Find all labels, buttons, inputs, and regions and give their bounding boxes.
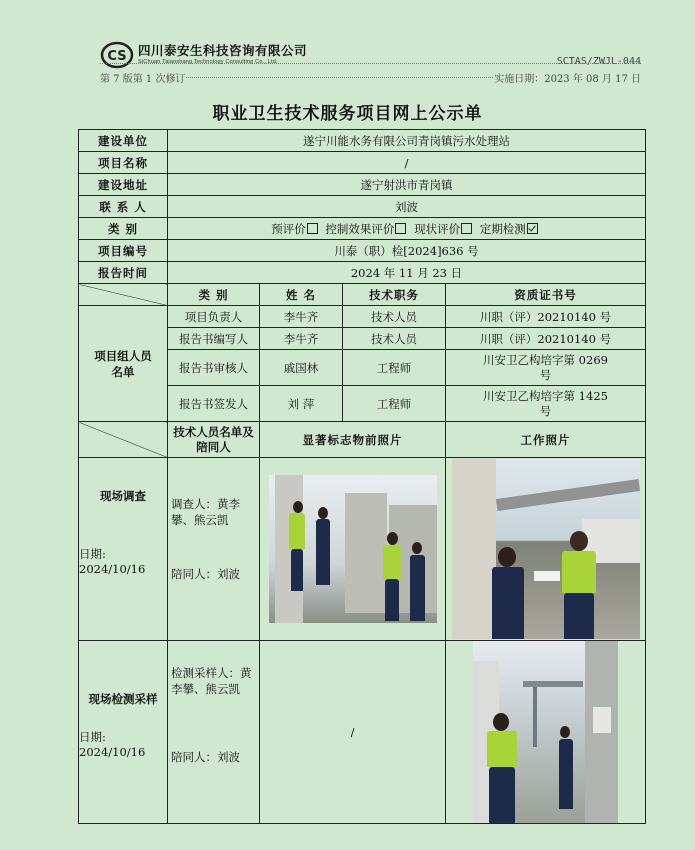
sampling-label-cell — [79, 641, 168, 824]
sampling-samplers: 检测采样人：黄李攀、熊云凯 — [171, 666, 252, 696]
landmark-col-header: 显著标志物前照片 — [260, 422, 446, 458]
sampling-row — [79, 641, 646, 824]
address-value: 遂宁射洪市青岗镇 — [168, 174, 646, 196]
svg-text:CS: CS — [107, 49, 127, 64]
staff-name: 李牛齐 — [260, 328, 343, 350]
survey-label: 现场调查 — [100, 489, 146, 503]
report-time-value: 2024 年 11 月 23 日 — [168, 262, 646, 284]
staff-col-header: 技术人员名单及陪同人 — [168, 422, 260, 458]
row-contact — [79, 196, 646, 218]
sampling-label: 现场检测采样 — [88, 692, 158, 706]
survey-date-label: 日期: — [79, 547, 106, 561]
staff-name: 刘 萍 — [260, 386, 343, 422]
staff-name: 李牛齐 — [260, 306, 343, 328]
survey-staff-cell — [168, 458, 260, 641]
row-unit — [79, 130, 646, 152]
staff-role: 项目负责人 — [168, 306, 260, 328]
landmark-photo — [269, 475, 437, 623]
staff-title: 工程师 — [343, 386, 446, 422]
staff-cert: 川安卫乙构培字第 0269 号 — [446, 350, 646, 386]
diagonal-cell — [79, 284, 168, 306]
checkbox-pre-eval[interactable] — [307, 223, 318, 234]
checkbox-control-eval[interactable] — [395, 223, 406, 234]
photos-header-row — [79, 422, 646, 458]
staff-cert: 川职（评）20210140 号 — [446, 328, 646, 350]
category-option[interactable]: 定期检测 — [480, 222, 542, 236]
row-category — [79, 218, 646, 240]
project-label: 项目名称 — [79, 152, 168, 174]
category-option[interactable]: 预评价 — [271, 222, 322, 236]
report-no-label: 项目编号 — [79, 240, 168, 262]
sampling-landmark-value: / — [260, 641, 446, 824]
revision-text: 第 7 版第 1 次修订 — [100, 70, 185, 85]
revision-line — [100, 70, 641, 85]
effective-date: 实施日期：2023 年 08 月 17 日 — [494, 70, 641, 85]
unit-label: 建设单位 — [79, 130, 168, 152]
address-label: 建设地址 — [79, 174, 168, 196]
table-row — [79, 306, 646, 328]
staff-group-label: 项目组人员名单 — [79, 306, 168, 422]
staff-cert: 川安卫乙构培字第 1425 号 — [446, 386, 646, 422]
diagonal-cell — [79, 422, 168, 458]
survey-date: 2024/10/16 — [79, 562, 146, 576]
notice-table — [78, 129, 646, 824]
category-options — [168, 218, 646, 240]
staff-header-row — [79, 284, 646, 306]
work-col-header: 工作照片 — [446, 422, 646, 458]
report-no-value: 川泰（职）检[2024]636 号 — [168, 240, 646, 262]
survey-companion: 陪同人：刘波 — [171, 567, 240, 581]
staff-name: 戚国林 — [260, 350, 343, 386]
survey-row — [79, 458, 646, 641]
contact-label: 联 系 人 — [79, 196, 168, 218]
staff-title: 技术人员 — [343, 328, 446, 350]
page-title: 职业卫生技术服务项目网上公示单 — [212, 104, 483, 124]
header-divider — [100, 63, 641, 64]
survey-work-cell — [446, 458, 646, 641]
sampling-work-cell — [446, 641, 646, 824]
company-logo — [100, 40, 307, 70]
staff-header-title: 技术职务 — [343, 284, 446, 306]
report-time-label: 报告时间 — [79, 262, 168, 284]
company-name-en: SiChuan Taianshang Technology Consulting Co., Ltd. — [138, 58, 278, 65]
staff-title: 技术人员 — [343, 306, 446, 328]
category-option[interactable]: 控制效果评价 — [325, 222, 410, 236]
sampling-date-label: 日期: — [79, 730, 106, 744]
row-report-time — [79, 262, 646, 284]
unit-value: 遂宁川能水务有限公司青岗镇污水处理站 — [168, 130, 646, 152]
category-label: 类 别 — [79, 218, 168, 240]
staff-header-cert: 资质证书号 — [446, 284, 646, 306]
staff-role: 报告书编写人 — [168, 328, 260, 350]
row-report-no — [79, 240, 646, 262]
company-name-cn: 四川泰安生科技咨询有限公司 — [138, 43, 308, 58]
doc-number: SCTAS/ZWJL-044 — [556, 56, 641, 67]
survey-landmark-cell — [260, 458, 446, 641]
survey-investigators: 调查人：黄李攀、熊云凯 — [171, 497, 240, 527]
survey-work-photo — [452, 459, 640, 639]
staff-title: 工程师 — [343, 350, 446, 386]
staff-header-name: 姓 名 — [260, 284, 343, 306]
company-logo-icon — [100, 40, 134, 70]
sampling-work-photo — [473, 641, 618, 823]
row-project — [79, 152, 646, 174]
checkbox-periodic-test[interactable] — [527, 223, 538, 234]
checkbox-status-eval[interactable] — [461, 223, 472, 234]
category-option[interactable]: 现状评价 — [414, 222, 476, 236]
sampling-companion: 陪同人：刘波 — [171, 750, 240, 764]
staff-role: 报告书签发人 — [168, 386, 260, 422]
sampling-date: 2024/10/16 — [79, 745, 146, 759]
staff-header-role: 类 别 — [168, 284, 260, 306]
staff-cert: 川职（评）20210140 号 — [446, 306, 646, 328]
project-value: / — [168, 152, 646, 174]
row-address — [79, 174, 646, 196]
staff-role: 报告书审核人 — [168, 350, 260, 386]
survey-label-cell — [79, 458, 168, 641]
contact-value: 刘波 — [168, 196, 646, 218]
sampling-staff-cell — [168, 641, 260, 824]
